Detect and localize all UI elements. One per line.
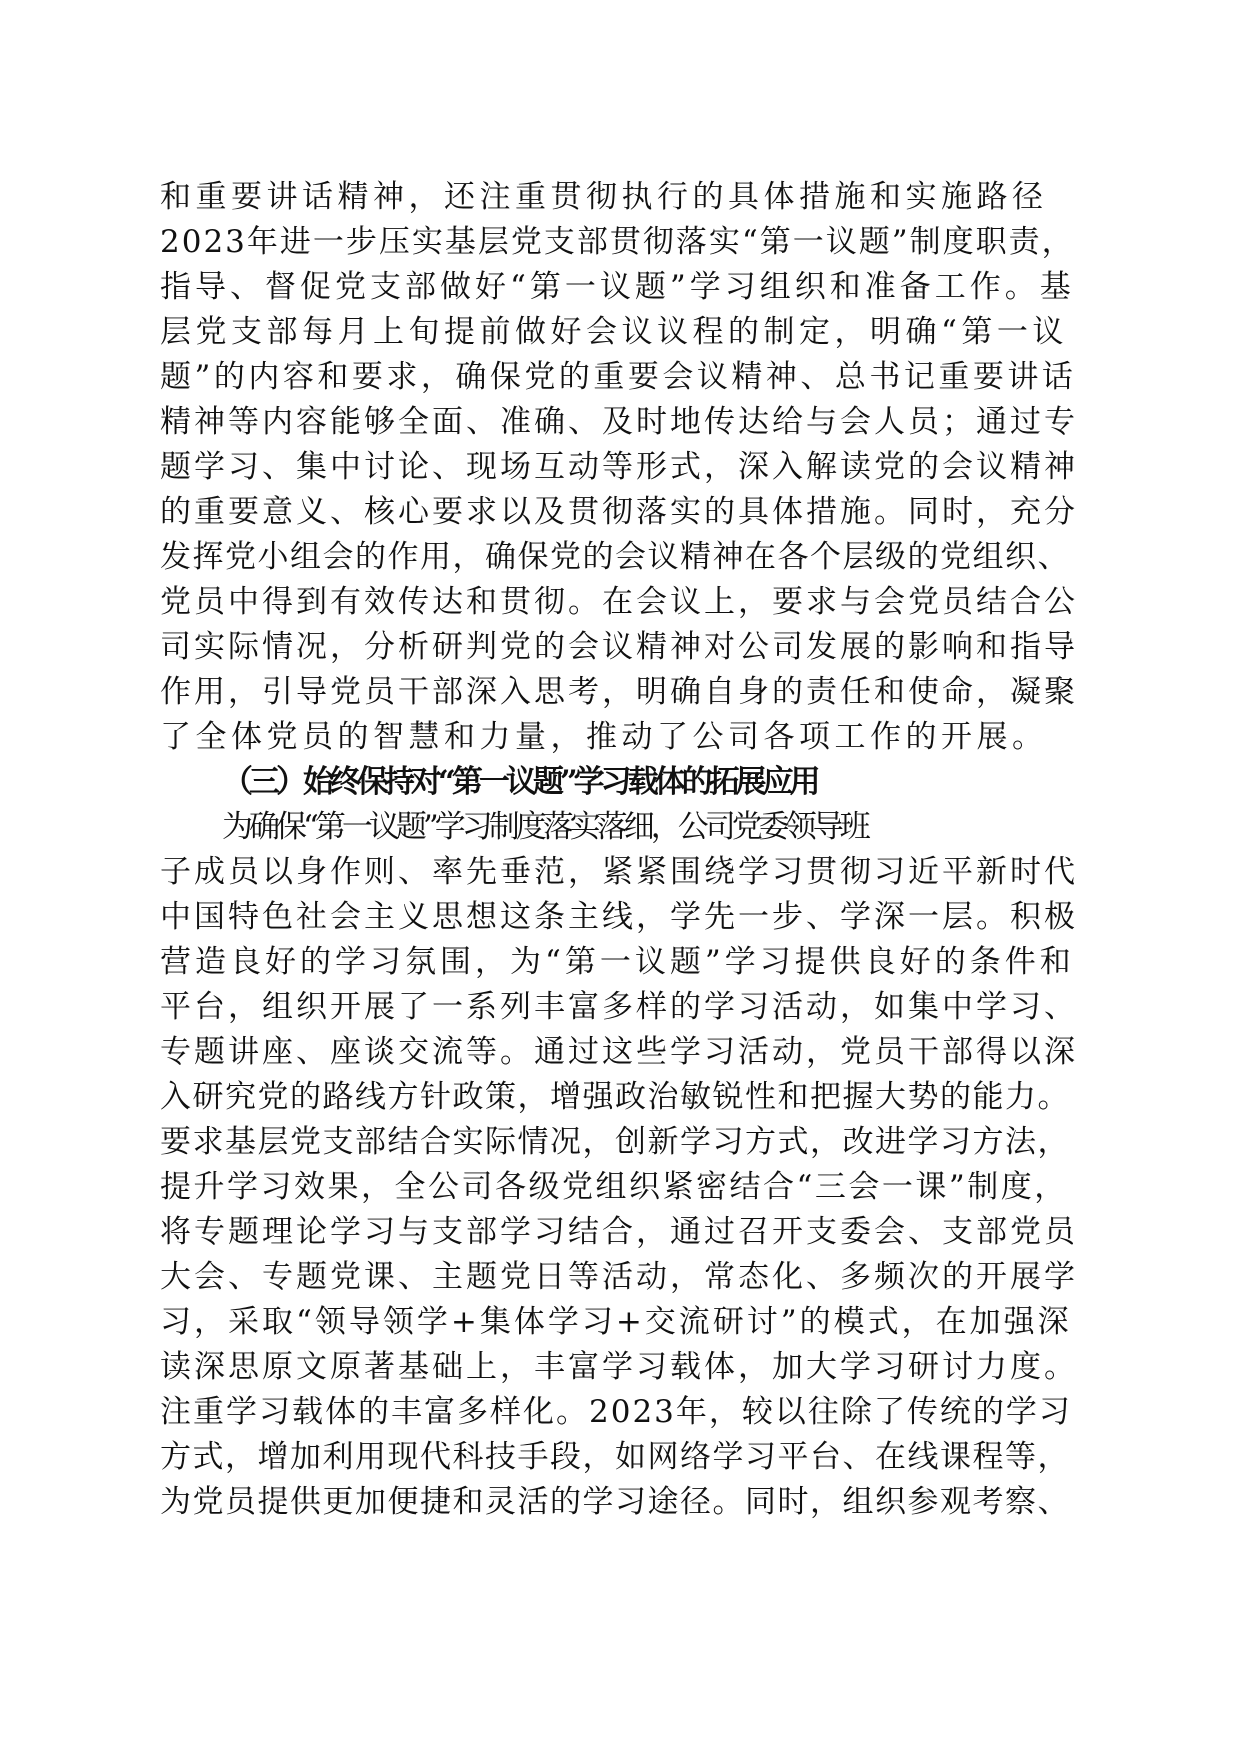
body-text-line: 平台，组织开展了一系列丰富多样的学习活动，如集中学习、 xyxy=(160,989,1078,1025)
section-heading: （三）始终保持对“第一议题”学习载体的拓展应用 xyxy=(222,764,817,800)
body-text-line: 提升学习效果，全公司各级党组织紧密结合“三会一课”制度， xyxy=(160,1169,1068,1205)
body-text-line: 题学习、集中讨论、现场互动等形式，深入解读党的会议精神 xyxy=(160,449,1078,485)
body-text-line: 习，采取“领导领学+集体学习+交流研讨”的模式，在加强深 xyxy=(160,1304,1072,1340)
body-text-line: 党员中得到有效传达和贯彻。在会议上，要求与会党员结合公 xyxy=(160,584,1078,620)
body-text-line: 司实际情况，分析研判党的会议精神对公司发展的影响和指导 xyxy=(160,629,1078,665)
body-text-line: 营造良好的学习氛围，为“第一议题”学习提供良好的条件和 xyxy=(160,944,1075,980)
paragraph-first-line: 为确保“第一议题”学习制度落实落细，公司党委领导班 xyxy=(222,809,867,845)
body-text-line: 作用，引导党员干部深入思考，明确自身的责任和使命，凝聚 xyxy=(160,674,1078,710)
body-text-line: 子成员以身作则、率先垂范，紧紧围绕学习贯彻习近平新时代 xyxy=(160,854,1078,890)
body-text-line: 2023年进一步压实基层党支部贯彻落实“第一议题”制度职责， xyxy=(160,224,1075,260)
body-text-line: 为党员提供更加便捷和灵活的学习途径。同时，组织参观考察、 xyxy=(160,1484,1070,1520)
body-text-line: 大会、专题党课、主题党日等活动，常态化、多频次的开展学 xyxy=(160,1259,1078,1295)
body-text-line: 和重要讲话精神，还注重贯彻执行的具体措施和实施路径 xyxy=(160,179,1048,215)
body-text-line: 方式，增加利用现代科技手段，如网络学习平台、在线课程等， xyxy=(160,1439,1070,1475)
body-text-line: 精神等内容能够全面、准确、及时地传达给与会人员；通过专 xyxy=(160,404,1078,440)
body-text-line: 专题讲座、座谈交流等。通过这些学习活动，党员干部得以深 xyxy=(160,1034,1078,1070)
body-text-line: 发挥党小组会的作用，确保党的会议精神在各个层级的党组织、 xyxy=(160,539,1070,575)
body-text-line: 指导、督促党支部做好“第一议题”学习组织和准备工作。基 xyxy=(160,269,1075,305)
body-text-line: 了全体党员的智慧和力量，推动了公司各项工作的开展。 xyxy=(160,719,1048,755)
body-text-line: 注重学习载体的丰富多样化。2023年，较以往除了传统的学习 xyxy=(160,1394,1072,1430)
body-text-line: 入研究党的路线方针政策，增强政治敏锐性和把握大势的能力。 xyxy=(160,1079,1070,1115)
body-text-line: 将专题理论学习与支部学习结合，通过召开支委会、支部党员 xyxy=(160,1214,1078,1250)
body-text-line: 的重要意义、核心要求以及贯彻落实的具体措施。同时，充分 xyxy=(160,494,1078,530)
body-text-line: 题”的内容和要求，确保党的重要会议精神、总书记重要讲话 xyxy=(160,359,1077,395)
body-text-line: 层党支部每月上旬提前做好会议议程的制定，明确“第一议 xyxy=(160,314,1068,350)
body-text-line: 读深思原文原著基础上，丰富学习载体，加大学习研讨力度。 xyxy=(160,1349,1078,1385)
body-text-line: 中国特色社会主义思想这条主线，学先一步、学深一层。积极 xyxy=(160,899,1078,935)
body-text-line: 要求基层党支部结合实际情况，创新学习方式，改进学习方法， xyxy=(160,1124,1070,1160)
